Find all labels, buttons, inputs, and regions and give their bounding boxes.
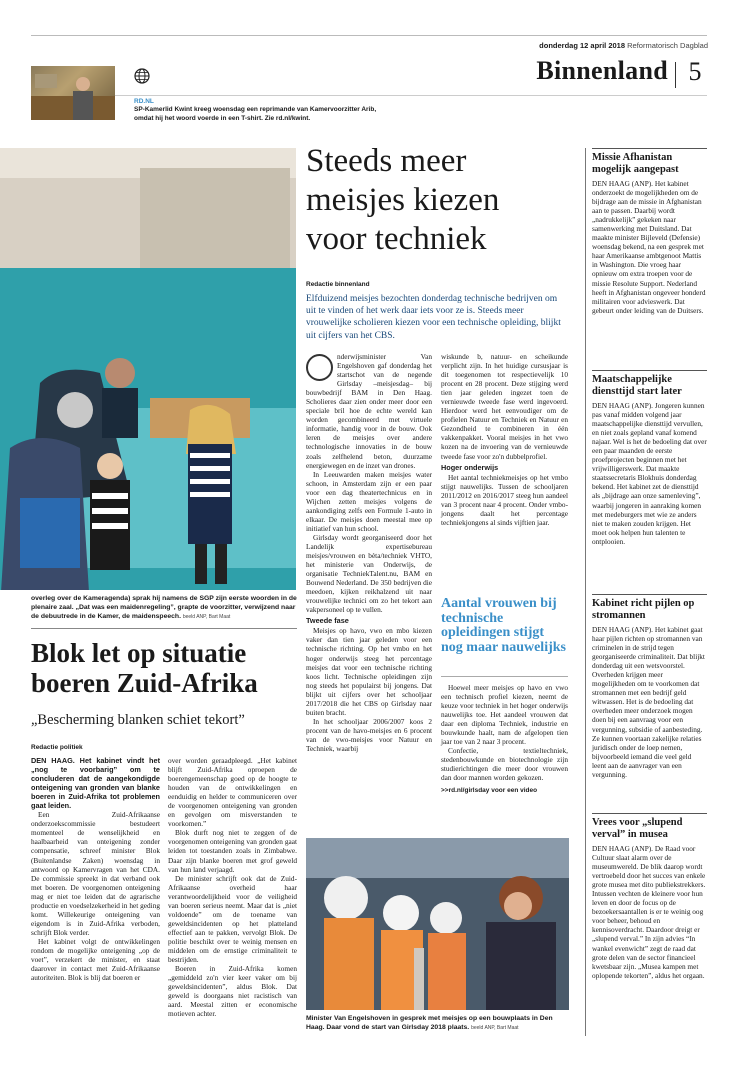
blok-paragraph: De minister schrijft ook dat de Zuid-Afrikaanse overheid haar verantwoordelijkheid voor de veiligheid van boeren serieus neemt. Maar dat is „niet voldoende” om de toename van geweldsincidenten op het platteland effectief aan te pakken, vervolgt Blok. De politie beschikt over te weinig mensen en middelen om de ernstige criminaliteit te bestrijden.	[168, 873, 297, 965]
sidebar-item	[592, 817, 707, 980]
page-number: 5	[688, 57, 702, 86]
main-paragraph: Het aantal techniekmeisjes op het vmbo stijgt nauwelijks. Tussen de schooljaren 2011/2012 en 2016/2017 steeg hun aandeel van 3 procent naar 4 procent. Onder vmbo-jongens daalt het percentage techniekjongens al sinds vijftien jaar.	[441, 472, 568, 527]
photo2-caption	[306, 1014, 570, 1033]
sidebar-item	[592, 152, 707, 315]
main-paragraph: Hoewel meer meisjes op havo en vwo een technisch profiel kiezen, neemt de keuze voor techniek in het hoger onderwijs nauwelijks toe. Het aandeel vrouwen dat daar een diploma Techniek, industrie en bouwkunde haalt, nam de afgelopen tien jaar toe van 2 naar 3 procent.	[441, 683, 568, 747]
sidebar-text: DEN HAAG (ANP). Jongeren kunnen pas vanaf midden volgend jaar maatschappelijke diensttijd vervullen, en niet zoals gepland vanaf komend najaar. Wel is het de bedoeling dat over een paar maanden de eerste proefprojecten beginnen met het vrijwilligerswerk. Dat maakte staatssecretaris Blokhuis donderdag bekend. Het kabinet zet de diensttijd als „bijdrage aan onze samenleving”, waarbij jongeren in aanraking komen met medeburgers met wie ze anders niet te maken zouden krijgen. Het moet ook helpen hun talenten te ontplooien.	[592, 401, 707, 546]
main-byline: Redactie binnenland	[306, 281, 370, 288]
teaser-label[interactable]: RD.NL	[134, 98, 154, 105]
blok-paragraph: Een Zuid-Afrikaanse onderzoekscommissie bestudeert momenteel de wenselijkheid en haalbaarheid van onteigening zonder compensatie, schreef minister Blok (Buitenlandse Zaken) woensdag in antwoord op Kamervragen van het CDA. De commissie spreekt in dat verband ook met boeren. De voorgenomen onteigening mag er niet toe leiden dat de agrarische productie en voedselzekerheid in het geding komt. Willekeurige onteigening van eigendom is in Zuid-Afrika verboden, schrijft Blok verder.	[31, 810, 160, 937]
subheading: Hoger onderwijs	[441, 462, 499, 472]
globe-icon	[134, 68, 150, 84]
main-paragraph: In het schooljaar 2006/2007 koos 2 procent van de havo-meisjes en 6 procent van de vwo-meisjes voor Natuur en Techniek, waarbij	[306, 716, 432, 753]
main-paragraph: Confectie, textieltechniek, stedenbouwkunde en biotechnologie zijn studierichtingen die meer door vrouwen dan door mannen worden gekozen.	[441, 746, 568, 783]
sidebar-rule	[585, 148, 586, 1036]
dropcap-letter: O	[310, 353, 329, 382]
photo1-credit: beeld ANP, Bart Maat	[182, 614, 231, 620]
teaser-text[interactable]: SP-Kamerlid Kwint kreeg woensdag een reprimande van Kamervoorzitter Arib, omdat hij het woord voerde in een T-shirt. Zie rd.nl/kwint.	[134, 106, 377, 122]
main-headline: Steeds meer meisjes kiezen voor techniek	[306, 143, 500, 257]
sidebar-title: Kabinet richt pijlen op stromannen	[592, 598, 695, 621]
sidebar-item	[592, 598, 707, 779]
teaser-photo	[31, 66, 115, 120]
sidebar-title: Missie Afhanistan mogelijk aangepast	[592, 152, 679, 175]
paper-name: Reformatorisch Dagblad	[627, 41, 708, 50]
pullquote: Aantal vrouwen bij technische opleidingen stijgt nog maar nauwelijks	[441, 596, 566, 655]
blok-paragraph: Blok durft nog niet te zeggen of de voorgenomen onteigening van gronden gaat leiden tot toestanden zoals in Zimbabwe. Daar zijn blanke boeren met grof geweld van hun land verjaagd.	[168, 828, 297, 874]
dropcap	[306, 354, 333, 381]
girlsday-photo	[306, 838, 569, 1010]
blok-paragraph: over worden geraadpleegd. „Het kabinet blijft Zuid-Afrika oproepen de boerengemeenschap goed op de hoogte te houden van de ontwikkelingen en eenduidig en helder te communiceren over de voorgenomen onteigening van gronden en gevolgen om misverstanden te voorkomen.”	[168, 756, 297, 829]
main-paragraph: In Leeuwarden maken meisjes water schoon, in Amsterdam zijn er een paar voor een dag theatertechnicus en in Wijchen zetten meisjes volgens de aankondiging zelfs een Formule 1-auto in elkaar. De meisjes doen meestal mee op initiatief van hun school.	[306, 469, 432, 533]
blok-paragraph: Boeren in Zuid-Afrika komen „gemiddeld zo'n vier keer vaker om bij geweldsincidenten”, aldus Blok. Dat geweld is doorgaans niet racistisch van aard. Meestal zitten er economische motieven achter.	[168, 964, 297, 1019]
main-paragraph: wiskunde b, natuur- en scheikunde verplicht zijn. In het huidige cursusjaar is dit toegenomen tot respectievelijk 10 procent en 28 procent. Deze stijging werd tien jaar geleden ingezet toen de vernieuwde tweede fase werd ingevoerd. Hierdoor werd het eenvoudiger om de profielen Natuur en Techniek en Natuur en Gezondheid te combineren in één vakkenpakket. Vooral meisjes in het vwo kozen na de invoering van de vernieuwde tweede fase voor zo'n dubbelprofiel.	[441, 352, 568, 461]
main-col2-bottom	[441, 683, 568, 795]
main-paragraph: Meisjes op havo, vwo en mbo kiezen vaker dan tien jaar geleden voor een technische richting. Op het vmbo en het hoger onderwijs steeg het percentage meisjes dat voor een technische richting koos licht. Technische opleidingen zijn nog steeds het populairst bij jongens. Dat blijkt uit cijfers over het schooljaar 2017/2018 die het CBS op Girlsday naar buiten bracht.	[306, 626, 432, 717]
blok-lead: DEN HAAG. Het kabinet vindt het „nog te voorbarig” om te concluderen dat de aangekondigde onteigening van gronden van blanke boeren in Zuid-Afrika tot problemen gaat leiden.	[31, 756, 160, 811]
subheading: Tweede fase	[306, 616, 349, 626]
photo1-caption-text: overleg over de Kameragenda) sprak hij namens de SGP zijn eerste woorden in de plenaire zaal. „Dat was een maidenregeling”, grapte de voorzitter, verwijzend naar de debuutrede in de Kamer, de maidenspeech.	[31, 595, 297, 620]
photo2-credit: beeld ANP, Bart Maat	[471, 1025, 519, 1031]
main-col1	[306, 352, 432, 753]
section-title: Binnenland	[536, 56, 668, 85]
parliament-photo-illustration	[0, 148, 296, 590]
main-paragraph: nderwijsminister Van Engelshoven gaf donderdag het startschot van de negende Girlsday –meisjesdag– bij bouwbedrijf BAM in Den Haag. Scholieres daar zien onder meer door een speciale bril hoe de echte wereld kan worden gecombineerd met virtuele informatie, handig voor in de bouw. Ook leren de meisjes over andere technologische innovaties in de bouw zoals zelfhelend beton, duurzame energiewegen en de inzet van drones.	[306, 352, 432, 470]
parliament-photo	[0, 148, 296, 590]
blok-headline: Blok let op situatie boeren Zuid-Afrika	[31, 638, 258, 698]
sidebar-text: DEN HAAG (ANP). Het kabinet gaat haar pijlen richten op stromannen van criminelen in de strijd tegen georganiseerde criminaliteit. Dat blijkt donderdag uit een wetsvoorstel. Overheden krijgen meer mogelijkheden om te voorkomen dat stromannen met een bedrijf geld witwassen. Het is de bedoeling dat overheden meer onderzoek mogen doen bij een aanvraag voor een vergunning, subsidie of aanbesteding. Ze kunnen voortaan zakelijke relaties juridisch onder de loep nemen, bijvoorbeeld iemand die veel geld leent aan de aanvrager van een vergunning.	[592, 625, 705, 779]
sidebar-title: Maatschappelijke diensttijd start later	[592, 374, 682, 397]
header-divider	[675, 62, 676, 88]
blok-subhead: „Bescherming blanken schiet tekort”	[31, 712, 245, 728]
blok-col1	[31, 756, 160, 982]
sidebar-item	[592, 374, 707, 546]
photo1-caption	[31, 594, 297, 622]
date: donderdag 12 april 2018	[539, 41, 626, 50]
photo2-caption-text: Minister Van Engelshoven in gesprek met meisjes op een bouwplaats in Den Haag. Daar vond de start van Girlsday 2018 plaats.	[306, 1015, 553, 1031]
header-date	[500, 41, 708, 50]
sidebar-text: DEN HAAG (ANP). Het kabinet onderzoekt de mogelijkheden om de bijdrage aan de missie in Afghanistan aan te passen. Daarbij wordt „nadrukkelijk” gekeken naar samenwerking met Duitsland. Dat maakte minister Bijleveld (Defensie) woensdag bekend, na een gesprek met haar Amerikaanse ambtgenoot Mattis in Washington. Die vroeg haar opnieuw om extra troepen voor de missie Resolute Support. Nederland heeft in Afghanistan ongeveer honderd militairen voor advieswerk. Dat gebeurt onder leiding van de Duitsers.	[592, 179, 706, 315]
teaser-photo-illustration	[31, 66, 115, 120]
main-paragraph: Girlsday wordt georganiseerd door het Landelijk expertisebureau meisjes/vrouwen en bèta/techniek VHTO, het ministerie van Onderwijs, de organisatie TechniekTalent.nu, BAM en Bouwend Nederland. De 350 bedrijven die meedoen, kijken reikhalzend uit naar vrouwelijke technici om zo het tekort aan vakpersoneel op te vullen.	[306, 532, 432, 615]
girlsday-photo-illustration	[306, 838, 569, 1010]
sidebar-text: DEN HAAG (ANP). De Raad voor Cultuur slaat alarm over de museumwereld. De blik daarop wordt vertroebeld door het succes van enkele grote musea met dito publiekstrekkers. Intussen vechten de kleinere voor hun leven en door de focus op de bezoekersaantallen is er te weinig oog voor beheer, behoud en kennisoverdracht. Daardoor dreigt er „slupend verval.” In zijn advies “In wankel evenwicht” zegt de raad dat grote delen van de sector financieel kwetsbaar zijn. „Musea kampen met oplopende tekorten”, aldus het orgaan.	[592, 844, 706, 980]
blok-byline: Redactie politiek	[31, 744, 83, 751]
sidebar-title: Vrees voor „slupend verval” in musea	[592, 817, 683, 840]
main-intro: Elfduizend meisjes bezochten donderdag technische bedrijven om uit te vinden of het werk daar iets voor ze is. Steeds meer vrouwelijke scholieren kiezen voor een technische opleiding, blijkt uit cijfers van het CBS.	[306, 294, 561, 341]
video-link[interactable]: >>rd.nl/girlsday voor een video	[441, 786, 538, 794]
blok-col2	[168, 756, 297, 1018]
blok-paragraph: Het kabinet volgt de ontwikkelingen rondom de mogelijke onteigening „op de voet”, verzekert de minister, en staat daarover in contact met Zuid-Afrikaanse autoriteiten. Blok is blij dat boeren er	[31, 936, 160, 983]
main-col2-top	[441, 352, 568, 527]
